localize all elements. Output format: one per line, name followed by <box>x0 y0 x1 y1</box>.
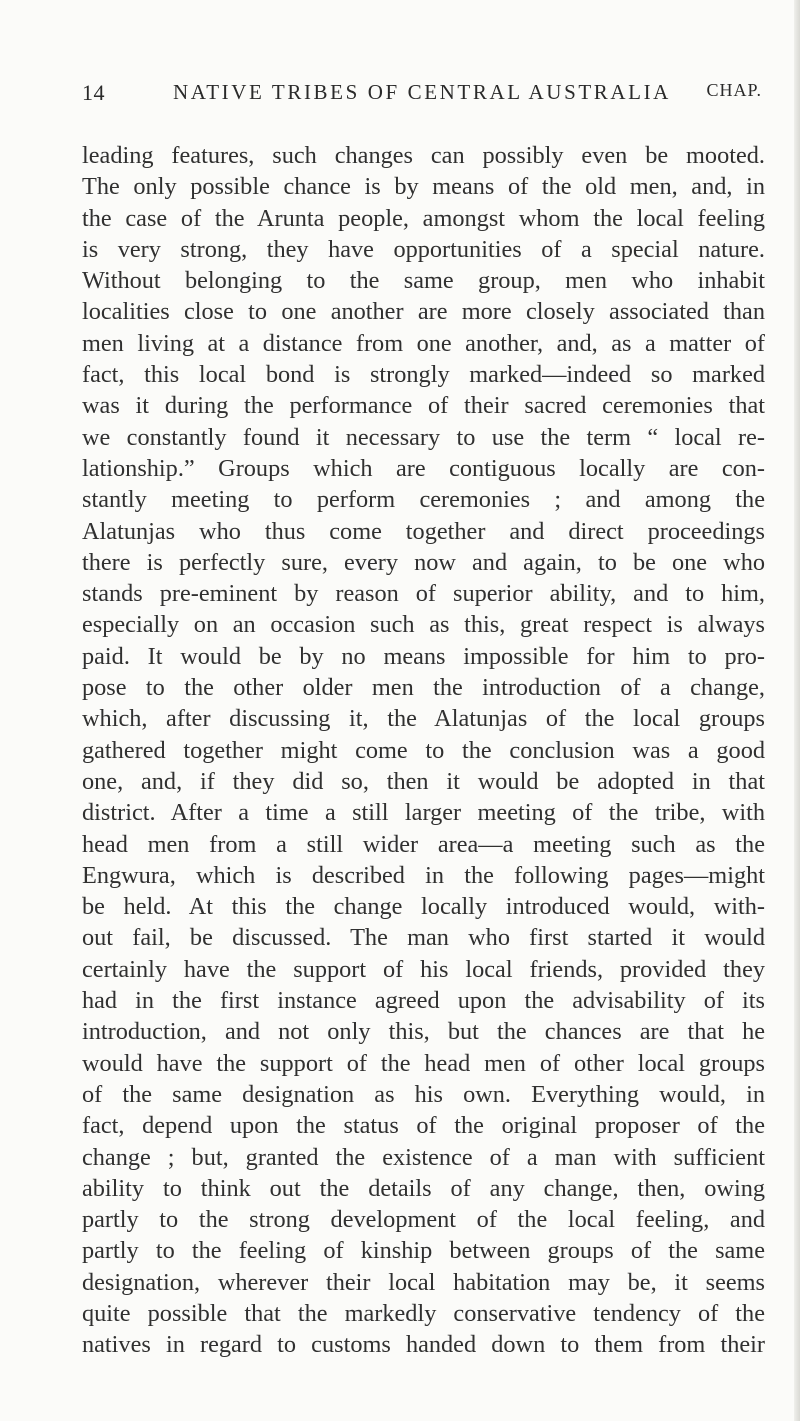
text-line: head men from a still wider area—a meeting such as the <box>82 830 765 858</box>
text-line: men living at a distance from one another, and, as a matter of <box>82 329 765 357</box>
text-line: lationship.” Groups which are contiguous locally are con- <box>82 454 765 482</box>
text-line: introduction, and not only this, but the chances are that he <box>82 1018 765 1046</box>
text-line: gathered together might come to the conclusion was a good <box>82 736 765 764</box>
text-line: Engwura, which is described in the following pages—might <box>82 861 765 889</box>
text-line: partly to the strong development of the local feeling, and <box>82 1206 765 1234</box>
page-number: 14 <box>82 80 105 105</box>
text-line: district. After a time a still larger meeting of the tribe, with <box>82 799 765 827</box>
text-line: localities close to one another are more closely associated than <box>82 298 765 326</box>
text-line: The only possible chance is by means of the old men, and, in <box>82 173 765 201</box>
text-line: partly to the feeling of kinship between groups of the same <box>82 1237 765 1265</box>
text-line: quite possible that the markedly conservative tendency of the <box>82 1299 765 1327</box>
text-line: which, after discussing it, the Alatunjas of the local groups <box>82 705 765 733</box>
text-line: the case of the Arunta people, amongst whom the local feeling <box>82 204 765 232</box>
text-line: one, and, if they did so, then it would be adopted in that <box>82 767 765 795</box>
text-line: change ; but, granted the existence of a man with sufficient <box>82 1143 765 1171</box>
text-line: leading features, such changes can possibly even be mooted. <box>82 142 765 169</box>
text-line: pose to the other older men the introduction of a change, <box>82 674 765 702</box>
text-line: is very strong, they have opportunities of a special nature. <box>82 235 765 263</box>
text-line: fact, depend upon the status of the original proposer of the <box>82 1112 765 1140</box>
text-line: would have the support of the head men of other local groups <box>82 1049 765 1077</box>
text-line: designation, wherever their local habitation may be, it seems <box>82 1268 765 1296</box>
page-edge-shadow <box>794 0 800 1421</box>
text-line: out fail, be discussed. The man who first started it would <box>82 924 765 952</box>
chapter-label: CHAP. <box>706 80 762 100</box>
text-line: especially on an occasion such as this, great respect is always <box>82 611 765 639</box>
text-line: fact, this local bond is strongly marked—indeed so marked <box>82 361 765 389</box>
running-title: NATIVE TRIBES OF CENTRAL AUSTRALIA <box>173 80 671 104</box>
text-line: had in the first instance agreed upon the advisability of its <box>82 987 765 1015</box>
text-line: paid. It would be by no means impossible for him to pro- <box>82 642 765 670</box>
text-line: stantly meeting to perform ceremonies ; and among the <box>82 486 765 514</box>
text-line: was it during the performance of their sacred ceremonies that <box>82 392 765 420</box>
text-line: we constantly found it necessary to use the term “ local re- <box>82 423 765 451</box>
text-line: stands pre-eminent by reason of superior ability, and to him, <box>82 580 765 608</box>
text-line: Without belonging to the same group, men who inhabit <box>82 267 765 295</box>
text-line: there is perfectly sure, every now and again, to be one who <box>82 548 765 576</box>
text-line: Alatunjas who thus come together and direct proceedings <box>82 517 765 545</box>
text-line: certainly have the support of his local friends, provided they <box>82 955 765 983</box>
body-paragraph <box>82 140 765 1361</box>
text-line: ability to think out the details of any change, then, owing <box>82 1174 765 1202</box>
text-line: natives in regard to customs handed down to them from their <box>82 1331 765 1359</box>
text-line: be held. At this the change locally introduced would, with- <box>82 893 765 921</box>
text-line: of the same designation as his own. Everything would, in <box>82 1080 765 1108</box>
running-header <box>82 80 762 110</box>
